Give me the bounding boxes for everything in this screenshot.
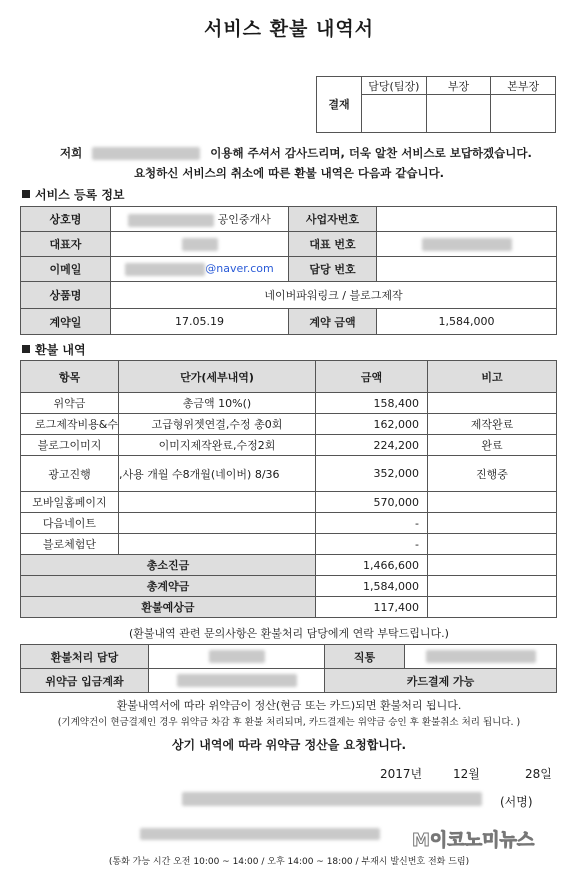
redacted-address	[140, 828, 380, 840]
refund-header-note: 비고	[428, 361, 557, 393]
refund-item: 블로그이미지	[21, 435, 119, 456]
note-line-1: 환불내역서에 따라 위약금이 정산(현금 또는 카드)되면 환불처리 됩니다.	[116, 699, 462, 712]
approval-sign-director	[491, 95, 556, 133]
total-spent-amount: 1,466,600	[316, 555, 428, 576]
product-value: 네이버파워링크 / 블로그제작	[111, 282, 557, 309]
refund-manager-label: 환불처리 담당	[21, 645, 149, 669]
footer-note: (통화 가능 시간 오전 10:00 ~ 14:00 / 오후 14:00 ~ 18:00 / 부재시 발신번호 전화 드림)	[108, 857, 470, 867]
date-year: 2017년	[380, 767, 423, 781]
email-label: 이메일	[21, 257, 111, 282]
refund-item: 모바일홈페이지	[21, 492, 119, 513]
penalty-account-label: 위약금 입금계좌	[21, 669, 149, 693]
signature-label: (서명)	[500, 795, 533, 809]
refund-note	[428, 393, 557, 414]
inquiry-note: (환불내역 관련 문의사항은 환불처리 담당에게 연락 부탁드립니다.)	[129, 627, 449, 640]
total-contract-amount: 1,584,000	[316, 576, 428, 597]
processing-table	[20, 644, 557, 693]
refund-detail: 고급형위젯연결,수정 총0회	[119, 414, 316, 435]
square-bullet-icon	[22, 190, 30, 198]
manager-number-value	[377, 257, 557, 282]
intro-line-1	[60, 145, 532, 161]
approval-sign-manager	[426, 95, 491, 133]
total-contract-label: 총계약금	[21, 576, 316, 597]
refund-note: 진행중	[428, 456, 557, 492]
approval-label: 결재	[317, 77, 362, 133]
section-registration-title: 서비스 등록 정보	[22, 186, 125, 203]
table-row	[21, 393, 557, 414]
refund-note	[428, 534, 557, 555]
contract-amount-value: 1,584,000	[377, 309, 557, 335]
redacted-company	[92, 147, 200, 160]
email-value: @naver.com	[111, 257, 289, 282]
table-row	[21, 534, 557, 555]
approval-table	[316, 76, 556, 133]
penalty-account-value	[149, 669, 325, 693]
refund-header-amount: 금액	[316, 361, 428, 393]
refund-manager-value	[149, 645, 325, 669]
total-row	[21, 597, 557, 618]
table-row	[21, 414, 557, 435]
refund-detail	[119, 513, 316, 534]
table-row	[21, 513, 557, 534]
company-label: 상호명	[21, 207, 111, 232]
intro-prefix: 저희	[60, 146, 83, 160]
representative-label: 대표자	[21, 232, 111, 257]
bizno-label: 사업자번호	[289, 207, 377, 232]
refund-detail: 총금액 10%()	[119, 393, 316, 414]
total-row	[21, 576, 557, 597]
manager-number-label: 담당 번호	[289, 257, 377, 282]
direct-line-label: 직통	[325, 645, 405, 669]
refund-header-detail: 단가(세부내역)	[119, 361, 316, 393]
card-payment-available: 카드결제 가능	[325, 669, 557, 693]
document-title: 서비스 환불 내역서	[203, 18, 375, 40]
refund-item: 광고진행	[21, 456, 119, 492]
refund-item: 로그제작비용&수	[21, 414, 119, 435]
registration-table	[20, 206, 557, 335]
intro-line-2: 요청하신 서비스의 취소에 따른 환불 내역은 다음과 같습니다.	[133, 166, 445, 180]
total-spent-label: 총소진금	[21, 555, 316, 576]
company-value: 공인중개사	[111, 207, 289, 232]
date-month: 12월	[453, 767, 480, 781]
table-row	[21, 456, 557, 492]
contract-date-label: 계약일	[21, 309, 111, 335]
refund-item: 블로체험단	[21, 534, 119, 555]
refund-amount: 162,000	[316, 414, 428, 435]
date-day: 28일	[525, 767, 552, 781]
refund-amount: -	[316, 513, 428, 534]
total-row	[21, 555, 557, 576]
refund-header-item: 항목	[21, 361, 119, 393]
approval-sign-team-leader	[362, 95, 427, 133]
refund-detail	[119, 534, 316, 555]
news-watermark-logo: M이코노미뉴스	[412, 830, 535, 851]
bizno-value	[377, 207, 557, 232]
approval-col-director: 본부장	[491, 77, 556, 95]
expected-refund-note	[428, 597, 557, 618]
refund-table	[20, 360, 557, 618]
refund-note: 제작완료	[428, 414, 557, 435]
table-row	[21, 435, 557, 456]
refund-note	[428, 513, 557, 534]
refund-amount: 352,000	[316, 456, 428, 492]
refund-item: 다음네이트	[21, 513, 119, 534]
expected-refund-amount: 117,400	[316, 597, 428, 618]
refund-amount: 570,000	[316, 492, 428, 513]
section-refund-title: 환불 내역	[22, 341, 86, 358]
approval-col-team-leader: 담당(팀장)	[362, 77, 427, 95]
representative-value	[111, 232, 289, 257]
refund-note: 완료	[428, 435, 557, 456]
total-contract-note	[428, 576, 557, 597]
approval-col-manager: 부장	[426, 77, 491, 95]
phone-label: 대표 번호	[289, 232, 377, 257]
refund-detail: ,사용 개월 수8개월(네이버) 8/36	[119, 456, 316, 492]
table-row	[21, 492, 557, 513]
direct-line-value	[405, 645, 557, 669]
refund-amount: -	[316, 534, 428, 555]
contract-date-value: 17.05.19	[111, 309, 289, 335]
total-spent-note	[428, 555, 557, 576]
refund-detail: 이미지제작완료,수정2회	[119, 435, 316, 456]
refund-item: 위약금	[21, 393, 119, 414]
contract-amount-label: 계약 금액	[289, 309, 377, 335]
refund-amount: 224,200	[316, 435, 428, 456]
expected-refund-label: 환불예상금	[21, 597, 316, 618]
request-line: 상기 내역에 따라 위약금 정산을 요청합니다.	[171, 738, 407, 752]
refund-note	[428, 492, 557, 513]
intro-rest: 이용해 주셔서 감사드리며, 더욱 알찬 서비스로 보답하겠습니다.	[210, 146, 532, 160]
refund-detail	[119, 492, 316, 513]
redacted-signatory	[182, 792, 482, 806]
phone-value	[377, 232, 557, 257]
square-bullet-icon	[22, 345, 30, 353]
refund-amount: 158,400	[316, 393, 428, 414]
note-line-2: (기계약건이 현금결제인 경우 위약금 차감 후 환불 처리되며, 카드결제는 위약금 승인 후 환불취소 처리 됩니다. )	[57, 717, 521, 728]
product-label: 상품명	[21, 282, 111, 309]
